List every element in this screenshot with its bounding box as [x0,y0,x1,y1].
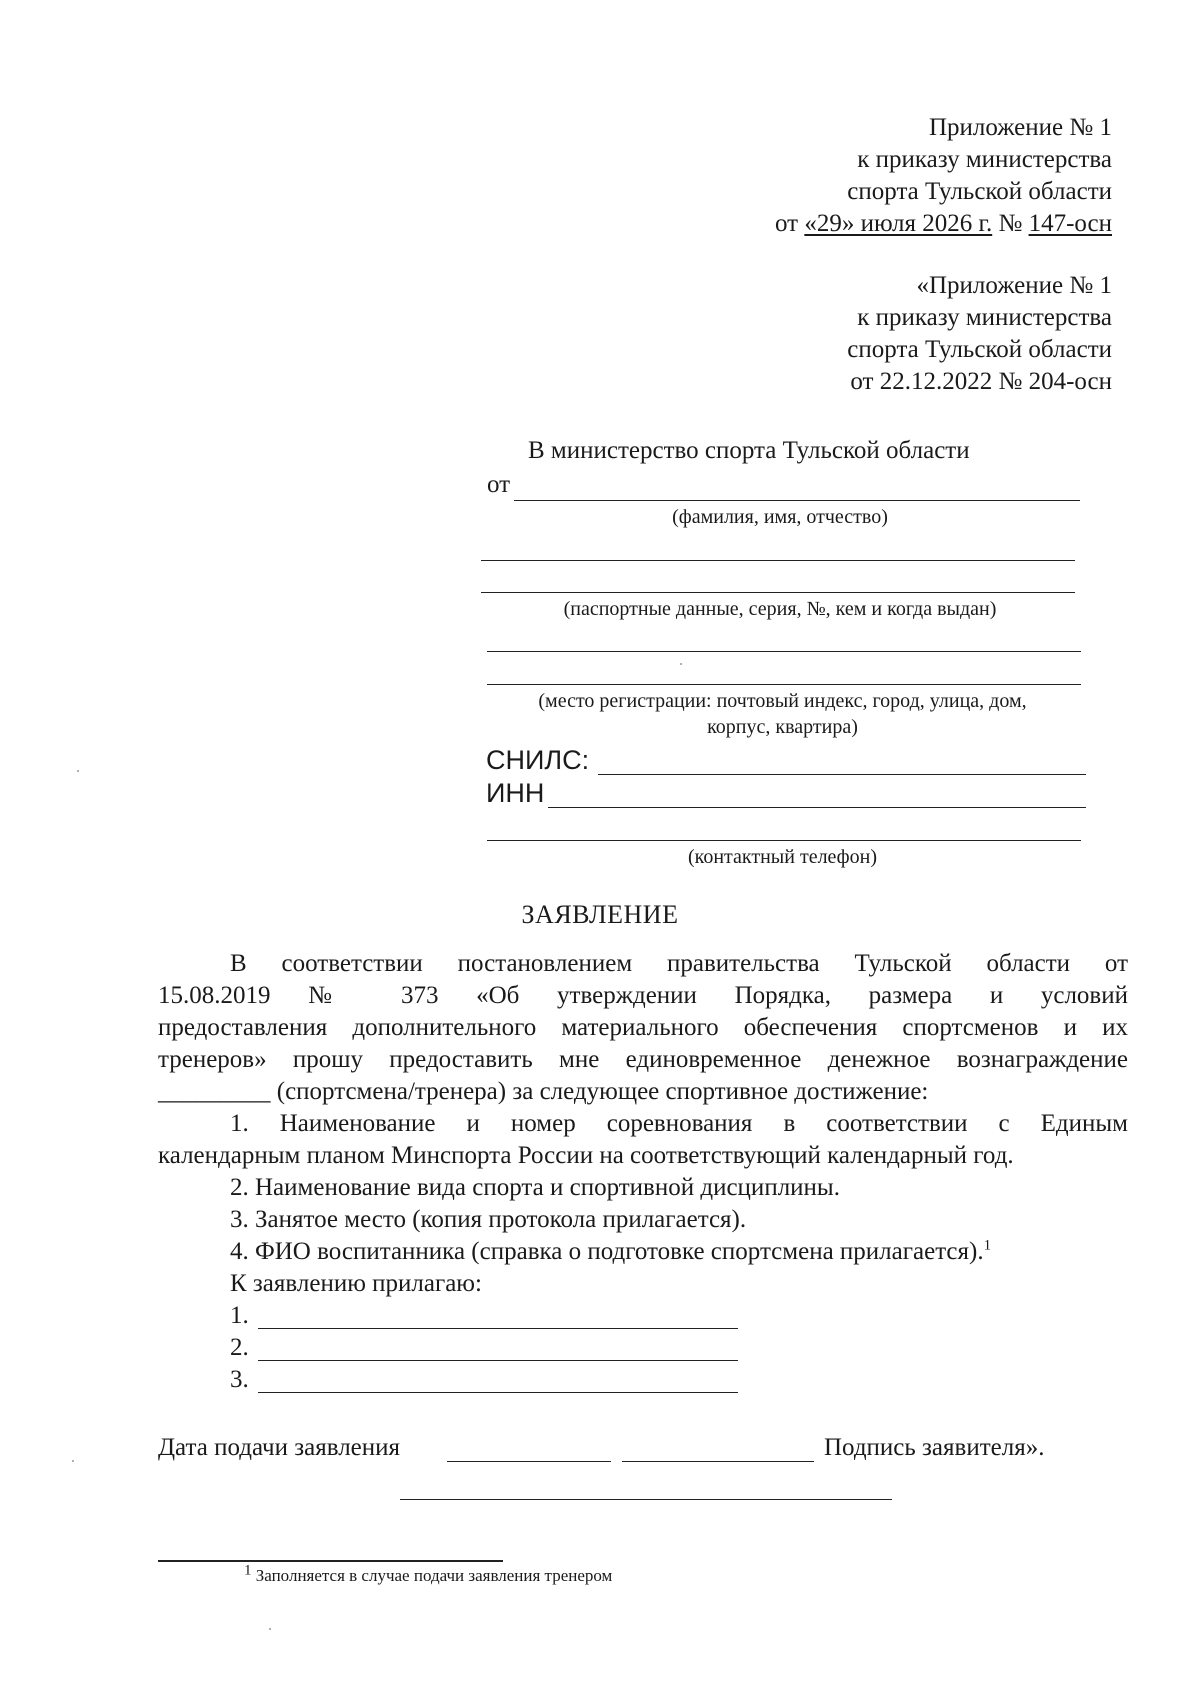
list-item-2: 2. Наименование вида спорта и спортивной дисциплины. [230,1174,840,1201]
registration-field-1[interactable] [487,651,1081,652]
appendix-order-line: к приказу министерства [857,304,1112,331]
snils-label: СНИЛС: [486,745,590,775]
inn-field[interactable] [548,807,1086,808]
footnote-mark: 1 [244,1562,252,1579]
inn-label: ИНН [486,778,545,808]
phone-field[interactable] [487,840,1081,841]
appendix-date-line: от 22.12.2022 № 204-осн [850,368,1112,395]
footnote-text: Заполняется в случае подачи заявления тренером [255,1566,613,1585]
list-item-4 [230,1236,991,1268]
registration-caption-2: корпус, квартира) [707,716,858,738]
paragraph-line-5: _________ (спортсмена/тренера) за следующее спортивное достижение: [158,1078,929,1105]
scan-speck [680,663,682,665]
fio-field[interactable] [514,500,1080,501]
order-number: 147-осн [1028,210,1112,237]
registration-field-2[interactable] [487,684,1081,685]
attachment-number-2: 2. [230,1334,249,1361]
appendix-header-old [847,270,1112,398]
passport-caption: (паспортные данные, серия, №, кем и когда выдан) [563,598,997,620]
paragraph-line-1: В соответствии постановлением правительства Тульской области от [230,950,1128,977]
order-date: «29» июля 2026 г. [804,210,993,237]
attachment-field-1[interactable] [258,1328,738,1329]
passport-field-1[interactable] [481,560,1075,561]
signature-field[interactable] [622,1461,814,1462]
appendix-header-new [775,112,1112,240]
appendix-title: «Приложение № 1 [916,272,1112,299]
footnote [244,1562,613,1586]
scan-speck [269,1628,271,1630]
passport-field-2[interactable] [481,592,1075,593]
fio-caption: (фамилия, имя, отчество) [672,506,888,528]
appendix-ministry-line: спорта Тульской области [847,178,1112,205]
from-label: от [487,471,511,498]
appendix-ministry-line: спорта Тульской области [847,336,1112,363]
attachments-label: К заявлению прилагаю: [230,1270,482,1297]
paragraph-line-4: тренеров» прошу предоставить мне единовременное денежное вознаграждение [158,1046,1128,1073]
paragraph-line-3: предоставления дополнительного материального обеспечения спортсменов и их [158,1014,1128,1041]
appendix-title: Приложение № 1 [928,114,1112,141]
attachment-number-3: 3. [230,1366,249,1393]
list-item-4-text: 4. ФИО воспитанника (справка о подготовке спортсмена прилагается). [230,1238,984,1265]
date-label: Дата подачи заявления [158,1434,401,1461]
signature-label: Подпись заявителя». [824,1434,1045,1461]
attachment-field-3[interactable] [258,1392,738,1393]
snils-field[interactable] [598,774,1086,775]
date-field[interactable] [447,1461,611,1462]
signature-decoding-field[interactable] [400,1499,892,1500]
appendix-order-line: к приказу министерства [857,146,1112,173]
statement-title: ЗАЯВЛЕНИЕ [521,900,679,929]
attachment-number-1: 1. [230,1302,249,1329]
attachment-field-2[interactable] [258,1360,738,1361]
paragraph-line-2: 15.08.2019 № 373 «Об утверждении Порядка, размера и условий [158,982,1128,1009]
footnote-reference: 1 [983,1237,992,1254]
appendix-date-line [775,208,1112,240]
date-prefix: от [775,210,799,237]
list-item-3: 3. Занятое место (копия протокола прилагается). [230,1206,747,1233]
phone-caption: (контактный телефон) [687,846,877,868]
scan-speck [72,1460,74,1462]
number-sign: № [998,210,1023,237]
list-item-1-line-1: 1. Наименование и номер соревнования в соответствии с Единым [230,1110,1128,1137]
addressee-to: В министерство спорта Тульской области [528,437,970,464]
scan-speck [77,770,79,772]
registration-caption-1: (место регистрации: почтовый индекс, город, улица, дом, [538,690,1027,712]
footnote-separator [158,1560,503,1562]
list-item-1-line-2: календарным планом Минспорта России на соответствующий календарный год. [158,1142,1014,1169]
